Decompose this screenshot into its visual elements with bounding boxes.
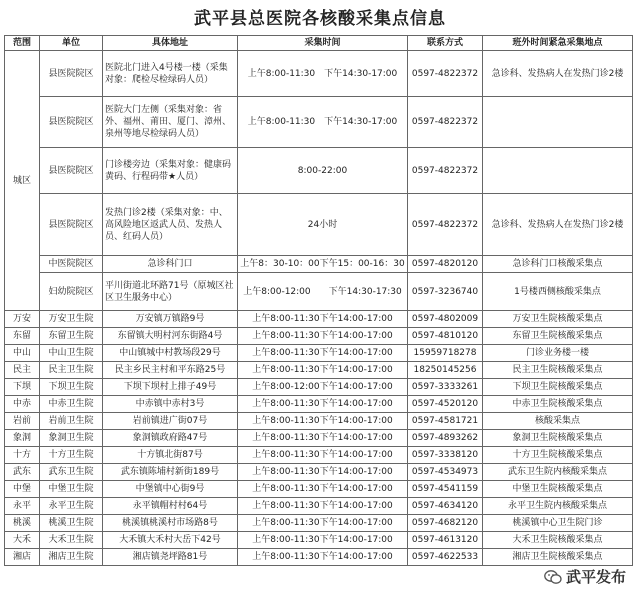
emergency-cell: 门诊业务楼一楼 — [483, 345, 633, 362]
header-phone: 联系方式 — [408, 36, 483, 51]
emergency-cell — [483, 148, 633, 194]
area-cell: 武东 — [5, 464, 40, 481]
phone-cell: 0597-4541159 — [408, 481, 483, 498]
table-row — [5, 396, 633, 413]
table-row — [5, 464, 633, 481]
address-cell: 门诊楼旁边（采集对象：健康码黄码、行程码带★人员） — [103, 148, 238, 194]
address-cell: 永平镇帽村村64号 — [103, 498, 238, 515]
area-cell: 中赤 — [5, 396, 40, 413]
phone-cell: 18250145256 — [408, 362, 483, 379]
table-row — [5, 413, 633, 430]
address-cell: 湘店镇尧坪路81号 — [103, 549, 238, 566]
header-area: 范围 — [5, 36, 40, 51]
time-cell: 上午8:00-11:30下午14:00-17:00 — [238, 345, 408, 362]
time-cell: 上午8:00-11:30下午14:00-17:00 — [238, 464, 408, 481]
phone-cell: 0597-4822372 — [408, 194, 483, 256]
emergency-cell: 万安卫生院核酸采集点 — [483, 311, 633, 328]
watermark — [544, 566, 626, 587]
phone-cell: 0597-4802009 — [408, 311, 483, 328]
address-cell: 平川街道北环路71号（原城区社区卫生服务中心） — [103, 273, 238, 311]
time-cell: 上午8:00-12:00 下午14:30-17:30 — [238, 273, 408, 311]
unit-cell: 象洞卫生院 — [40, 430, 103, 447]
table-row — [5, 51, 633, 97]
emergency-cell: 桃溪镇中心卫生院门诊 — [483, 515, 633, 532]
emergency-cell: 急诊科门口核酸采集点 — [483, 256, 633, 273]
unit-cell: 大禾卫生院 — [40, 532, 103, 549]
area-cell: 象洞 — [5, 430, 40, 447]
time-cell: 8:00-22:00 — [238, 148, 408, 194]
time-cell: 上午8：30-10：00下午15：00-16：30 — [238, 256, 408, 273]
wechat-icon — [544, 569, 562, 585]
unit-cell: 县医院院区 — [40, 194, 103, 256]
time-cell: 上午8:00-11:30下午14:00-17:00 — [238, 311, 408, 328]
unit-cell: 中赤卫生院 — [40, 396, 103, 413]
table-row — [5, 97, 633, 148]
phone-cell: 0597-4822372 — [408, 148, 483, 194]
emergency-cell: 东留卫生院核酸采集点 — [483, 328, 633, 345]
table-row — [5, 194, 633, 256]
emergency-cell: 核酸采集点 — [483, 413, 633, 430]
area-cell: 十方 — [5, 447, 40, 464]
area-cell: 民主 — [5, 362, 40, 379]
phone-cell: 0597-4893262 — [408, 430, 483, 447]
unit-cell: 永平卫生院 — [40, 498, 103, 515]
table-row — [5, 345, 633, 362]
address-cell: 象洞镇政府路47号 — [103, 430, 238, 447]
table-row — [5, 328, 633, 345]
table-row — [5, 273, 633, 311]
address-cell: 中山镇城中村教场段29号 — [103, 345, 238, 362]
area-cell: 中堡 — [5, 481, 40, 498]
address-cell: 中赤镇中赤村3号 — [103, 396, 238, 413]
emergency-cell: 湘店卫生院核酸采集点 — [483, 549, 633, 566]
table-header-row — [5, 36, 633, 51]
table-row — [5, 362, 633, 379]
watermark-text: 武平发布 — [565, 568, 626, 586]
emergency-cell: 中堡卫生院核酸采集点 — [483, 481, 633, 498]
time-cell: 上午8:00-11:30下午14:00-17:00 — [238, 498, 408, 515]
header-emergency: 班外时间紧急采集地点 — [483, 36, 633, 51]
phone-cell: 0597-4682120 — [408, 515, 483, 532]
phone-cell: 0597-3333261 — [408, 379, 483, 396]
address-cell: 桃溪镇桃溪村市场路8号 — [103, 515, 238, 532]
unit-cell: 县医院院区 — [40, 97, 103, 148]
emergency-cell: 武东卫生院内核酸采集点 — [483, 464, 633, 481]
unit-cell: 十方卫生院 — [40, 447, 103, 464]
table-row — [5, 379, 633, 396]
unit-cell: 万安卫生院 — [40, 311, 103, 328]
address-cell: 万安镇万镇路9号 — [103, 311, 238, 328]
table-row — [5, 256, 633, 273]
header-time: 采集时间 — [238, 36, 408, 51]
emergency-cell: 永平卫生院内核酸采集点 — [483, 498, 633, 515]
emergency-cell: 民主卫生院核酸采集点 — [483, 362, 633, 379]
unit-cell: 县医院院区 — [40, 51, 103, 97]
phone-cell: 0597-3236740 — [408, 273, 483, 311]
table-row — [5, 148, 633, 194]
emergency-cell: 十方卫生院核酸采集点 — [483, 447, 633, 464]
phone-cell: 0597-4634120 — [408, 498, 483, 515]
time-cell: 上午8:00-11:30下午14:00-17:00 — [238, 430, 408, 447]
time-cell: 上午8:00-11:30 下午14:30-17:00 — [238, 97, 408, 148]
phone-cell: 0597-4520120 — [408, 396, 483, 413]
table-row — [5, 481, 633, 498]
time-cell: 上午8:00-11:30下午14:00-17:00 — [238, 447, 408, 464]
emergency-cell: 急诊科、发热病人在发热门诊2楼 — [483, 194, 633, 256]
unit-cell: 民主卫生院 — [40, 362, 103, 379]
area-cell: 东留 — [5, 328, 40, 345]
time-cell: 上午8:00-11:30下午14:00-17:00 — [238, 532, 408, 549]
address-cell: 武东镇陈埔村新街189号 — [103, 464, 238, 481]
phone-cell: 0597-4822372 — [408, 51, 483, 97]
phone-cell: 0597-3338120 — [408, 447, 483, 464]
area-cell: 永平 — [5, 498, 40, 515]
time-cell: 上午8:00-11:30下午14:00-17:00 — [238, 515, 408, 532]
area-cell-chengqu: 城区 — [5, 51, 40, 311]
phone-cell: 0597-4810120 — [408, 328, 483, 345]
time-cell: 24小时 — [238, 194, 408, 256]
unit-cell: 岩前卫生院 — [40, 413, 103, 430]
table-row — [5, 515, 633, 532]
unit-cell: 桃溪卫生院 — [40, 515, 103, 532]
emergency-cell: 象洞卫生院核酸采集点 — [483, 430, 633, 447]
time-cell: 上午8:00-11:30下午14:00-17:00 — [238, 396, 408, 413]
page-title: 武平县总医院各核酸采集点信息 — [194, 9, 446, 29]
emergency-cell: 急诊科、发热病人在发热门诊2楼 — [483, 51, 633, 97]
sampling-sites-table — [4, 35, 633, 566]
time-cell: 上午8:00-11:30 下午14:30-17:00 — [238, 51, 408, 97]
address-cell: 东留镇大明村河东街路4号 — [103, 328, 238, 345]
unit-cell: 中山卫生院 — [40, 345, 103, 362]
unit-cell: 下坝卫生院 — [40, 379, 103, 396]
phone-cell: 0597-4622533 — [408, 549, 483, 566]
time-cell: 上午8:00-11:30下午14:00-17:00 — [238, 362, 408, 379]
phone-cell: 0597-4820120 — [408, 256, 483, 273]
phone-cell: 0597-4534973 — [408, 464, 483, 481]
area-cell: 湘店 — [5, 549, 40, 566]
time-cell: 上午8:00-11:30下午14:00-17:00 — [238, 549, 408, 566]
time-cell: 上午8:00-11:30下午14:00-17:00 — [238, 481, 408, 498]
unit-cell: 中堡卫生院 — [40, 481, 103, 498]
area-cell: 岩前 — [5, 413, 40, 430]
phone-cell: 0597-4822372 — [408, 97, 483, 148]
table-row — [5, 498, 633, 515]
emergency-cell: 大禾卫生院核酸采集点 — [483, 532, 633, 549]
area-cell: 万安 — [5, 311, 40, 328]
unit-cell: 湘店卫生院 — [40, 549, 103, 566]
header-unit: 单位 — [40, 36, 103, 51]
address-cell: 医院北门进入4号楼一楼（采集对象：爬检尽检绿码人员） — [103, 51, 238, 97]
phone-cell: 15959718278 — [408, 345, 483, 362]
table-row — [5, 549, 633, 566]
unit-cell: 东留卫生院 — [40, 328, 103, 345]
area-cell: 大禾 — [5, 532, 40, 549]
area-cell: 桃溪 — [5, 515, 40, 532]
area-cell: 中山 — [5, 345, 40, 362]
address-cell: 民主乡民主村和平东路25号 — [103, 362, 238, 379]
unit-cell: 武东卫生院 — [40, 464, 103, 481]
address-cell: 中堡镇中心街9号 — [103, 481, 238, 498]
emergency-cell: 下坝卫生院核酸采集点 — [483, 379, 633, 396]
time-cell: 上午8:00-12:00下午14:00-17:00 — [238, 379, 408, 396]
unit-cell: 中医院院区 — [40, 256, 103, 273]
table-row — [5, 430, 633, 447]
address-cell: 发热门诊2楼（采集对象：中、高风险地区返武人员、发热人员、红码人员） — [103, 194, 238, 256]
phone-cell: 0597-4613120 — [408, 532, 483, 549]
time-cell: 上午8:00-11:30下午14:00-17:00 — [238, 328, 408, 345]
town-rows — [5, 311, 633, 566]
address-cell: 下坝下坝村上排子49号 — [103, 379, 238, 396]
time-cell: 上午8:00-11:30下午14:00-17:00 — [238, 413, 408, 430]
emergency-cell: 1号楼西侧核酸采集点 — [483, 273, 633, 311]
address-cell: 医院大门左侧（采集对象：省外、福州、莆田、厦门、漳州、泉州等地尽检绿码人员） — [103, 97, 238, 148]
address-cell: 急诊科门口 — [103, 256, 238, 273]
address-cell: 十方镇北街87号 — [103, 447, 238, 464]
address-cell: 岩前镇进广街07号 — [103, 413, 238, 430]
address-cell: 大禾镇大禾村大岳下42号 — [103, 532, 238, 549]
header-address: 具体地址 — [103, 36, 238, 51]
emergency-cell — [483, 97, 633, 148]
table-row — [5, 447, 633, 464]
phone-cell: 0597-4581721 — [408, 413, 483, 430]
area-cell: 下坝 — [5, 379, 40, 396]
table-row — [5, 311, 633, 328]
unit-cell: 妇幼院院区 — [40, 273, 103, 311]
table-row — [5, 532, 633, 549]
unit-cell: 县医院院区 — [40, 148, 103, 194]
emergency-cell: 中赤卫生院核酸采集点 — [483, 396, 633, 413]
